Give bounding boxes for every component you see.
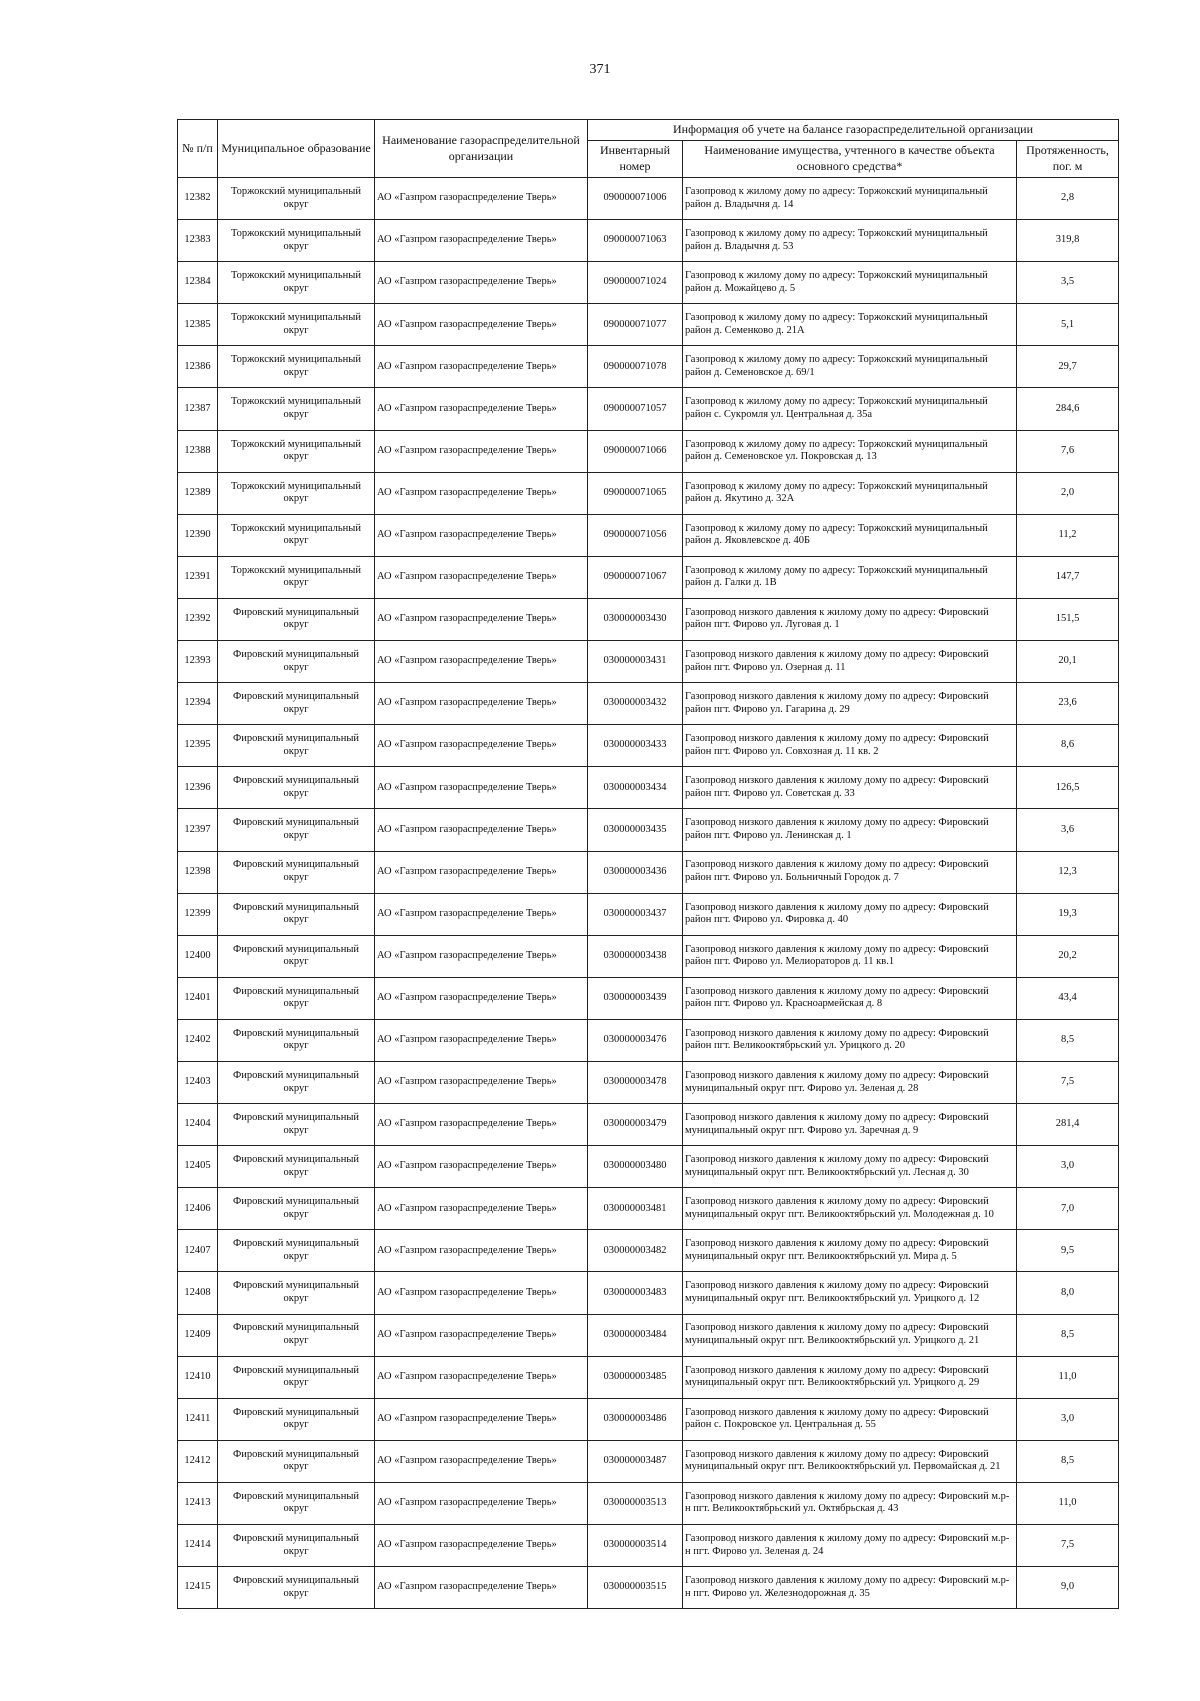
municipality-cell: Фировский муниципальный округ: [218, 893, 375, 935]
row-number-cell: 12415: [178, 1567, 218, 1609]
header-balance-info: Информация об учете на балансе газораспределительной организации: [588, 120, 1119, 141]
inventory-number-cell: 030000003478: [588, 1061, 683, 1103]
length-cell: 147,7: [1017, 556, 1119, 598]
municipality-cell: Торжокский муниципальный округ: [218, 178, 375, 220]
length-cell: 7,5: [1017, 1061, 1119, 1103]
property-name-cell: Газопровод к жилому дому по адресу: Торжокский муниципальный район д. Владычня д. 53: [683, 220, 1017, 262]
inventory-number-cell: 030000003487: [588, 1440, 683, 1482]
length-cell: 9,0: [1017, 1567, 1119, 1609]
length-cell: 3,5: [1017, 262, 1119, 304]
municipality-cell: Торжокский муниципальный округ: [218, 514, 375, 556]
length-cell: 8,6: [1017, 725, 1119, 767]
organization-cell: АО «Газпром газораспределение Тверь»: [375, 556, 588, 598]
length-cell: 12,3: [1017, 851, 1119, 893]
organization-cell: АО «Газпром газораспределение Тверь»: [375, 725, 588, 767]
organization-cell: АО «Газпром газораспределение Тверь»: [375, 1525, 588, 1567]
organization-cell: АО «Газпром газораспределение Тверь»: [375, 1272, 588, 1314]
row-number-cell: 12382: [178, 178, 218, 220]
inventory-number-cell: 030000003480: [588, 1146, 683, 1188]
organization-cell: АО «Газпром газораспределение Тверь»: [375, 178, 588, 220]
inventory-number-cell: 030000003433: [588, 725, 683, 767]
row-number-cell: 12408: [178, 1272, 218, 1314]
inventory-number-cell: 030000003513: [588, 1482, 683, 1524]
row-number-cell: 12409: [178, 1314, 218, 1356]
property-name-cell: Газопровод к жилому дому по адресу: Торжокский муниципальный район д. Владычня д. 14: [683, 178, 1017, 220]
organization-cell: АО «Газпром газораспределение Тверь»: [375, 683, 588, 725]
header-municipality: Муниципальное образование: [218, 120, 375, 178]
property-name-cell: Газопровод к жилому дому по адресу: Торжокский муниципальный район д. Можайцево д. 5: [683, 262, 1017, 304]
property-name-cell: Газопровод низкого давления к жилому дому по адресу: Фировский муниципальный округ пгт. Великооктябрьский ул. Первомайская д. 21: [683, 1440, 1017, 1482]
length-cell: 8,5: [1017, 1440, 1119, 1482]
property-name-cell: Газопровод низкого давления к жилому дому по адресу: Фировский район пгт. Фирово ул. Фировка д. 40: [683, 893, 1017, 935]
property-name-cell: Газопровод низкого давления к жилому дому по адресу: Фировский район пгт. Фирово ул. Больничный Городок д. 7: [683, 851, 1017, 893]
property-name-cell: Газопровод низкого давления к жилому дому по адресу: Фировский муниципальный округ пгт. Великооктябрьский ул. Мира д. 5: [683, 1230, 1017, 1272]
length-cell: 3,0: [1017, 1398, 1119, 1440]
table-row: [178, 1272, 1119, 1314]
municipality-cell: Фировский муниципальный округ: [218, 935, 375, 977]
property-name-cell: Газопровод к жилому дому по адресу: Торжокский муниципальный район д. Семенково д. 21А: [683, 304, 1017, 346]
length-cell: 11,2: [1017, 514, 1119, 556]
property-name-cell: Газопровод низкого давления к жилому дому по адресу: Фировский муниципальный округ пгт. Великооктябрьский ул. Урицкого д. 21: [683, 1314, 1017, 1356]
municipality-cell: Торжокский муниципальный округ: [218, 556, 375, 598]
row-number-cell: 12385: [178, 304, 218, 346]
inventory-number-cell: 090000071065: [588, 472, 683, 514]
municipality-cell: Фировский муниципальный округ: [218, 641, 375, 683]
row-number-cell: 12396: [178, 767, 218, 809]
row-number-cell: 12395: [178, 725, 218, 767]
municipality-cell: Фировский муниципальный округ: [218, 1104, 375, 1146]
length-cell: 126,5: [1017, 767, 1119, 809]
property-name-cell: Газопровод низкого давления к жилому дому по адресу: Фировский м.р-н пгт. Великооктябрьский ул. Октябрьская д. 43: [683, 1482, 1017, 1524]
municipality-cell: Фировский муниципальный округ: [218, 1398, 375, 1440]
length-cell: 7,5: [1017, 1525, 1119, 1567]
table-row: [178, 262, 1119, 304]
municipality-cell: Торжокский муниципальный округ: [218, 220, 375, 262]
row-number-cell: 12401: [178, 977, 218, 1019]
length-cell: 9,5: [1017, 1230, 1119, 1272]
table-row: [178, 598, 1119, 640]
length-cell: 29,7: [1017, 346, 1119, 388]
table-row: [178, 472, 1119, 514]
table-row: [178, 977, 1119, 1019]
inventory-number-cell: 090000071056: [588, 514, 683, 556]
organization-cell: АО «Газпром газораспределение Тверь»: [375, 767, 588, 809]
inventory-number-cell: 030000003515: [588, 1567, 683, 1609]
inventory-number-cell: 030000003476: [588, 1019, 683, 1061]
length-cell: 319,8: [1017, 220, 1119, 262]
property-name-cell: Газопровод низкого давления к жилому дому по адресу: Фировский район пгт. Фирово ул. Ленинская д. 1: [683, 809, 1017, 851]
property-name-cell: Газопровод к жилому дому по адресу: Торжокский муниципальный район д. Якутино д. 32А: [683, 472, 1017, 514]
organization-cell: АО «Газпром газораспределение Тверь»: [375, 935, 588, 977]
organization-cell: АО «Газпром газораспределение Тверь»: [375, 304, 588, 346]
row-number-cell: 12383: [178, 220, 218, 262]
row-number-cell: 12387: [178, 388, 218, 430]
municipality-cell: Фировский муниципальный округ: [218, 683, 375, 725]
organization-cell: АО «Газпром газораспределение Тверь»: [375, 388, 588, 430]
row-number-cell: 12388: [178, 430, 218, 472]
property-name-cell: Газопровод низкого давления к жилому дому по адресу: Фировский район пгт. Фирово ул. Советская д. 33: [683, 767, 1017, 809]
row-number-cell: 12403: [178, 1061, 218, 1103]
municipality-cell: Фировский муниципальный округ: [218, 1567, 375, 1609]
municipality-cell: Фировский муниципальный округ: [218, 1272, 375, 1314]
row-number-cell: 12391: [178, 556, 218, 598]
inventory-number-cell: 030000003486: [588, 1398, 683, 1440]
length-cell: 3,0: [1017, 1146, 1119, 1188]
organization-cell: АО «Газпром газораспределение Тверь»: [375, 641, 588, 683]
property-name-cell: Газопровод низкого давления к жилому дому по адресу: Фировский район пгт. Фирово ул. Красноармейская д. 8: [683, 977, 1017, 1019]
length-cell: 8,5: [1017, 1019, 1119, 1061]
table-row: [178, 893, 1119, 935]
property-name-cell: Газопровод к жилому дому по адресу: Торжокский муниципальный район д. Семеновское д. 69/1: [683, 346, 1017, 388]
inventory-number-cell: 090000071066: [588, 430, 683, 472]
row-number-cell: 12393: [178, 641, 218, 683]
table-row: [178, 767, 1119, 809]
row-number-cell: 12386: [178, 346, 218, 388]
length-cell: 151,5: [1017, 598, 1119, 640]
length-cell: 7,6: [1017, 430, 1119, 472]
table-row: [178, 1567, 1119, 1609]
row-number-cell: 12410: [178, 1356, 218, 1398]
length-cell: 284,6: [1017, 388, 1119, 430]
property-name-cell: Газопровод низкого давления к жилому дому по адресу: Фировский район пгт. Фирово ул. Луговая д. 1: [683, 598, 1017, 640]
length-cell: 43,4: [1017, 977, 1119, 1019]
table-row: [178, 1104, 1119, 1146]
inventory-number-cell: 090000071078: [588, 346, 683, 388]
property-name-cell: Газопровод к жилому дому по адресу: Торжокский муниципальный район д. Галки д. 1В: [683, 556, 1017, 598]
row-number-cell: 12389: [178, 472, 218, 514]
organization-cell: АО «Газпром газораспределение Тверь»: [375, 1314, 588, 1356]
length-cell: 8,5: [1017, 1314, 1119, 1356]
property-name-cell: Газопровод низкого давления к жилому дому по адресу: Фировский район пгт. Фирово ул. Совхозная д. 11 кв. 2: [683, 725, 1017, 767]
table-row: [178, 935, 1119, 977]
property-name-cell: Газопровод низкого давления к жилому дому по адресу: Фировский район пгт. Фирово ул. Мелиораторов д. 11 кв.1: [683, 935, 1017, 977]
inventory-number-cell: 030000003514: [588, 1525, 683, 1567]
length-cell: 11,0: [1017, 1482, 1119, 1524]
municipality-cell: Фировский муниципальный округ: [218, 598, 375, 640]
organization-cell: АО «Газпром газораспределение Тверь»: [375, 514, 588, 556]
municipality-cell: Фировский муниципальный округ: [218, 851, 375, 893]
inventory-number-cell: 030000003485: [588, 1356, 683, 1398]
organization-cell: АО «Газпром газораспределение Тверь»: [375, 472, 588, 514]
inventory-number-cell: 030000003430: [588, 598, 683, 640]
municipality-cell: Фировский муниципальный округ: [218, 1188, 375, 1230]
length-cell: 23,6: [1017, 683, 1119, 725]
inventory-number-cell: 030000003431: [588, 641, 683, 683]
municipality-cell: Торжокский муниципальный округ: [218, 304, 375, 346]
row-number-cell: 12384: [178, 262, 218, 304]
organization-cell: АО «Газпром газораспределение Тверь»: [375, 1567, 588, 1609]
property-register-table: [177, 119, 1119, 1609]
inventory-number-cell: 030000003435: [588, 809, 683, 851]
property-name-cell: Газопровод низкого давления к жилому дому по адресу: Фировский м.р-н пгт. Фирово ул. Зеленая д. 24: [683, 1525, 1017, 1567]
organization-cell: АО «Газпром газораспределение Тверь»: [375, 893, 588, 935]
table-row: [178, 851, 1119, 893]
row-number-cell: 12400: [178, 935, 218, 977]
inventory-number-cell: 030000003481: [588, 1188, 683, 1230]
table-row: [178, 683, 1119, 725]
table-row: [178, 1440, 1119, 1482]
organization-cell: АО «Газпром газораспределение Тверь»: [375, 1440, 588, 1482]
organization-cell: АО «Газпром газораспределение Тверь»: [375, 1019, 588, 1061]
inventory-number-cell: 030000003479: [588, 1104, 683, 1146]
header-row-number: № п/п: [178, 120, 218, 178]
municipality-cell: Фировский муниципальный округ: [218, 1230, 375, 1272]
municipality-cell: Торжокский муниципальный округ: [218, 346, 375, 388]
municipality-cell: Торжокский муниципальный округ: [218, 388, 375, 430]
table-row: [178, 304, 1119, 346]
row-number-cell: 12397: [178, 809, 218, 851]
length-cell: 8,0: [1017, 1272, 1119, 1314]
organization-cell: АО «Газпром газораспределение Тверь»: [375, 1230, 588, 1272]
table-row: [178, 430, 1119, 472]
organization-cell: АО «Газпром газораспределение Тверь»: [375, 346, 588, 388]
municipality-cell: Фировский муниципальный округ: [218, 1019, 375, 1061]
table-row: [178, 388, 1119, 430]
property-name-cell: Газопровод низкого давления к жилому дому по адресу: Фировский район с. Покровское ул. Центральная д. 55: [683, 1398, 1017, 1440]
property-name-cell: Газопровод низкого давления к жилому дому по адресу: Фировский район пгт. Фирово ул. Озерная д. 11: [683, 641, 1017, 683]
property-name-cell: Газопровод низкого давления к жилому дому по адресу: Фировский муниципальный округ пгт. Фирово ул. Зеленая д. 28: [683, 1061, 1017, 1103]
organization-cell: АО «Газпром газораспределение Тверь»: [375, 1356, 588, 1398]
length-cell: 2,8: [1017, 178, 1119, 220]
municipality-cell: Фировский муниципальный округ: [218, 1146, 375, 1188]
table-row: [178, 178, 1119, 220]
length-cell: 3,6: [1017, 809, 1119, 851]
inventory-number-cell: 030000003439: [588, 977, 683, 1019]
table-row: [178, 1525, 1119, 1567]
row-number-cell: 12392: [178, 598, 218, 640]
inventory-number-cell: 030000003482: [588, 1230, 683, 1272]
table-row: [178, 514, 1119, 556]
table-row: [178, 809, 1119, 851]
property-name-cell: Газопровод низкого давления к жилому дому по адресу: Фировский муниципальный округ пгт. Великооктябрьский ул. Лесная д. 30: [683, 1146, 1017, 1188]
organization-cell: АО «Газпром газораспределение Тверь»: [375, 1104, 588, 1146]
header-organization: Наименование газораспределительной организации: [375, 120, 588, 178]
inventory-number-cell: 090000071006: [588, 178, 683, 220]
property-name-cell: Газопровод к жилому дому по адресу: Торжокский муниципальный район с. Сукромля ул. Центральная д. 35а: [683, 388, 1017, 430]
row-number-cell: 12411: [178, 1398, 218, 1440]
length-cell: 11,0: [1017, 1356, 1119, 1398]
table-row: [178, 1061, 1119, 1103]
inventory-number-cell: 030000003436: [588, 851, 683, 893]
inventory-number-cell: 030000003483: [588, 1272, 683, 1314]
table-row: [178, 1230, 1119, 1272]
organization-cell: АО «Газпром газораспределение Тверь»: [375, 1398, 588, 1440]
municipality-cell: Фировский муниципальный округ: [218, 767, 375, 809]
organization-cell: АО «Газпром газораспределение Тверь»: [375, 809, 588, 851]
property-name-cell: Газопровод низкого давления к жилому дому по адресу: Фировский район пгт. Великооктябрьский ул. Урицкого д. 20: [683, 1019, 1017, 1061]
organization-cell: АО «Газпром газораспределение Тверь»: [375, 851, 588, 893]
municipality-cell: Торжокский муниципальный округ: [218, 430, 375, 472]
inventory-number-cell: 030000003432: [588, 683, 683, 725]
inventory-number-cell: 030000003434: [588, 767, 683, 809]
table-row: [178, 1188, 1119, 1230]
row-number-cell: 12413: [178, 1482, 218, 1524]
organization-cell: АО «Газпром газораспределение Тверь»: [375, 1061, 588, 1103]
table-row: [178, 556, 1119, 598]
length-cell: 5,1: [1017, 304, 1119, 346]
property-name-cell: Газопровод низкого давления к жилому дому по адресу: Фировский муниципальный округ пгт. Великооктябрьский ул. Урицкого д. 12: [683, 1272, 1017, 1314]
header-property-name: Наименование имущества, учтенного в качестве объекта основного средства*: [683, 141, 1017, 178]
inventory-number-cell: 030000003437: [588, 893, 683, 935]
header-length: Протяженность, пог. м: [1017, 141, 1119, 178]
row-number-cell: 12402: [178, 1019, 218, 1061]
table-row: [178, 1146, 1119, 1188]
row-number-cell: 12404: [178, 1104, 218, 1146]
table-row: [178, 725, 1119, 767]
organization-cell: АО «Газпром газораспределение Тверь»: [375, 1188, 588, 1230]
length-cell: 2,0: [1017, 472, 1119, 514]
municipality-cell: Фировский муниципальный округ: [218, 1061, 375, 1103]
municipality-cell: Фировский муниципальный округ: [218, 1356, 375, 1398]
length-cell: 281,4: [1017, 1104, 1119, 1146]
organization-cell: АО «Газпром газораспределение Тверь»: [375, 1146, 588, 1188]
row-number-cell: 12405: [178, 1146, 218, 1188]
organization-cell: АО «Газпром газораспределение Тверь»: [375, 598, 588, 640]
inventory-number-cell: 090000071067: [588, 556, 683, 598]
municipality-cell: Фировский муниципальный округ: [218, 1440, 375, 1482]
table-row: [178, 1019, 1119, 1061]
municipality-cell: Фировский муниципальный округ: [218, 1482, 375, 1524]
table-row: [178, 1482, 1119, 1524]
inventory-number-cell: 030000003438: [588, 935, 683, 977]
inventory-number-cell: 090000071077: [588, 304, 683, 346]
property-name-cell: Газопровод к жилому дому по адресу: Торжокский муниципальный район д. Яковлевское д. 40Б: [683, 514, 1017, 556]
row-number-cell: 12406: [178, 1188, 218, 1230]
municipality-cell: Торжокский муниципальный округ: [218, 262, 375, 304]
municipality-cell: Фировский муниципальный округ: [218, 725, 375, 767]
length-cell: 20,1: [1017, 641, 1119, 683]
property-name-cell: Газопровод низкого давления к жилому дому по адресу: Фировский муниципальный округ пгт. Фирово ул. Заречная д. 9: [683, 1104, 1017, 1146]
row-number-cell: 12414: [178, 1525, 218, 1567]
row-number-cell: 12394: [178, 683, 218, 725]
header-inventory-number: Инвентарный номер: [588, 141, 683, 178]
page-number: 371: [589, 62, 611, 77]
property-name-cell: Газопровод низкого давления к жилому дому по адресу: Фировский муниципальный округ пгт. Великооктябрьский ул. Урицкого д. 29: [683, 1356, 1017, 1398]
row-number-cell: 12407: [178, 1230, 218, 1272]
table-row: [178, 1398, 1119, 1440]
row-number-cell: 12399: [178, 893, 218, 935]
inventory-number-cell: 090000071024: [588, 262, 683, 304]
inventory-number-cell: 090000071063: [588, 220, 683, 262]
table-row: [178, 1356, 1119, 1398]
organization-cell: АО «Газпром газораспределение Тверь»: [375, 977, 588, 1019]
property-name-cell: Газопровод низкого давления к жилому дому по адресу: Фировский район пгт. Фирово ул. Гагарина д. 29: [683, 683, 1017, 725]
length-cell: 7,0: [1017, 1188, 1119, 1230]
inventory-number-cell: 030000003484: [588, 1314, 683, 1356]
property-name-cell: Газопровод к жилому дому по адресу: Торжокский муниципальный район д. Семеновское ул. Покровская д. 13: [683, 430, 1017, 472]
organization-cell: АО «Газпром газораспределение Тверь»: [375, 262, 588, 304]
row-number-cell: 12412: [178, 1440, 218, 1482]
property-name-cell: Газопровод низкого давления к жилому дому по адресу: Фировский муниципальный округ пгт. Великооктябрьский ул. Молодежная д. 10: [683, 1188, 1017, 1230]
table-row: [178, 641, 1119, 683]
inventory-number-cell: 090000071057: [588, 388, 683, 430]
table-row: [178, 1314, 1119, 1356]
organization-cell: АО «Газпром газораспределение Тверь»: [375, 430, 588, 472]
row-number-cell: 12398: [178, 851, 218, 893]
table-body: [178, 178, 1119, 1609]
municipality-cell: Фировский муниципальный округ: [218, 1525, 375, 1567]
organization-cell: АО «Газпром газораспределение Тверь»: [375, 220, 588, 262]
organization-cell: АО «Газпром газораспределение Тверь»: [375, 1482, 588, 1524]
table-row: [178, 220, 1119, 262]
row-number-cell: 12390: [178, 514, 218, 556]
length-cell: 20,2: [1017, 935, 1119, 977]
municipality-cell: Фировский муниципальный округ: [218, 1314, 375, 1356]
municipality-cell: Фировский муниципальный округ: [218, 977, 375, 1019]
property-name-cell: Газопровод низкого давления к жилому дому по адресу: Фировский м.р-н пгт. Фирово ул. Железнодорожная д. 35: [683, 1567, 1017, 1609]
table-row: [178, 346, 1119, 388]
municipality-cell: Фировский муниципальный округ: [218, 809, 375, 851]
length-cell: 19,3: [1017, 893, 1119, 935]
municipality-cell: Торжокский муниципальный округ: [218, 472, 375, 514]
